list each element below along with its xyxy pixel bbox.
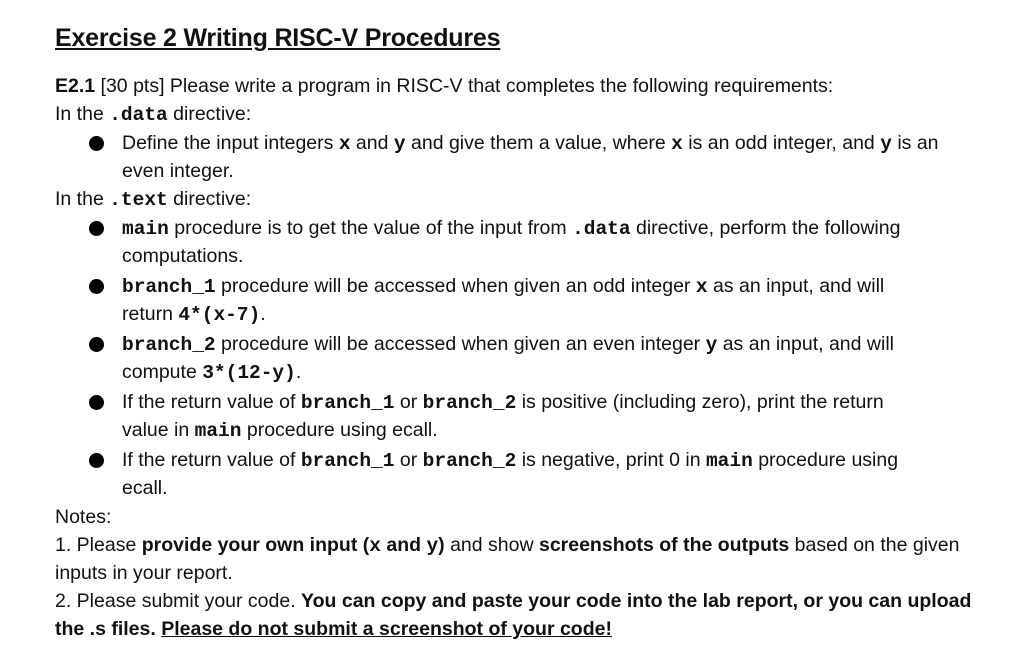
text: procedure will be accessed when given an even integer [215,333,706,355]
code-expression: 4*(x-7) [178,304,261,326]
bullet-3-line-1 [122,272,884,301]
text: Notes: [55,506,112,528]
text: 1. Please [55,534,142,556]
bullet-icon [89,136,104,151]
data-directive-line [55,100,251,129]
text: and show [444,534,539,556]
text-directive-line [55,185,251,214]
page-title: Exercise 2 Writing RISC-V Procedures [55,24,501,52]
text: procedure will be accessed when given an odd integer [215,275,696,297]
code-branch-2: branch_2 [422,392,517,414]
bold-text: and [380,534,427,556]
text: directive, perform the following [630,217,901,239]
bullet-4-line-2 [122,358,301,387]
text: procedure using ecall. [241,419,438,441]
bold-text: You can copy and paste your code into the lab report, or you can upload [301,590,972,612]
notes-label [55,503,111,531]
text: Define the input integers [122,132,339,154]
code-y: y [705,334,718,356]
bullet-5-line-2 [122,416,438,445]
code-y: y [880,133,892,155]
code-main: main [194,420,242,442]
note-2-line-1 [55,587,971,615]
bullet-6-line-1 [122,446,898,475]
code-y: y [393,133,406,155]
bullet-icon [89,279,104,294]
bold-text: the .s files. [55,618,162,640]
code-x: x [695,276,708,298]
code-branch-1: branch_1 [300,450,395,472]
bullet-5-line-1 [122,388,884,417]
code-expression: 3*(12-y) [202,362,296,384]
text: or [394,391,423,413]
text: computations. [122,245,244,267]
text: directive: [167,103,252,125]
bullet-1-line-2 [122,157,234,185]
intro-text: [30 pts] Please write a program in RISC-V that completes the following requirements: [95,75,834,97]
text: If the return value of [122,449,301,471]
bullet-icon [89,395,104,410]
code-branch-2: branch_2 [422,450,517,472]
text: 2. Please submit your code. [55,590,302,612]
code-text: .text [109,189,168,211]
code-data: .data [109,104,168,126]
text: even integer. [122,160,234,182]
text: return [122,303,179,325]
text: If the return value of [122,391,301,413]
bullet-icon [89,221,104,236]
code-x: x [369,535,381,557]
text: In the [55,188,110,210]
text: In the [55,103,110,125]
bullet-3-line-2 [122,300,266,329]
text: . [295,361,302,383]
code-x: x [671,133,683,155]
text: or [394,449,423,471]
bold-text: screenshots of the outputs [538,534,790,556]
code-y: y [426,535,439,557]
text: based on the given [789,534,960,556]
bullet-icon [89,453,104,468]
text: and [350,132,394,154]
text: is an odd integer, and [682,132,881,154]
code-branch-1: branch_1 [122,276,216,298]
bullet-icon [89,337,104,352]
text: procedure is to get the value of the input from [168,217,573,239]
text: as an input, and will [717,333,894,355]
text: is negative, print 0 in [516,449,706,471]
text: and give them a value, where [405,132,672,154]
text: ecall. [122,477,168,499]
code-branch-1: branch_1 [300,392,395,414]
intro-line [55,72,833,100]
bullet-4-line-1 [122,330,894,359]
bullet-2-line-2 [122,242,243,270]
text: value in [122,419,195,441]
warning-text: Please do not submit a screenshot of your code! [161,618,612,640]
text: procedure using [752,449,899,471]
code-x: x [338,133,351,155]
bullet-6-line-2 [122,474,168,502]
bullet-2-line-1 [122,214,900,243]
bullet-1-line-1 [122,129,939,158]
code-main: main [705,450,753,472]
text: as an input, and will [707,275,885,297]
text: is positive (including zero), print the return [516,391,884,413]
code-data: .data [572,218,631,240]
bold-text: ) [438,534,445,556]
text: is an [891,132,939,154]
text: inputs in your report. [55,562,233,584]
text: compute [122,361,203,383]
code-branch-2: branch_2 [122,334,216,356]
exercise-label: E2.1 [55,75,96,97]
text: directive: [167,188,252,210]
text: . [260,303,266,325]
note-2-line-2 [55,615,612,643]
note-1-line-1 [55,531,959,560]
note-1-line-2 [55,559,233,587]
code-main: main [122,218,169,240]
bold-text: provide your own input ( [141,534,370,556]
